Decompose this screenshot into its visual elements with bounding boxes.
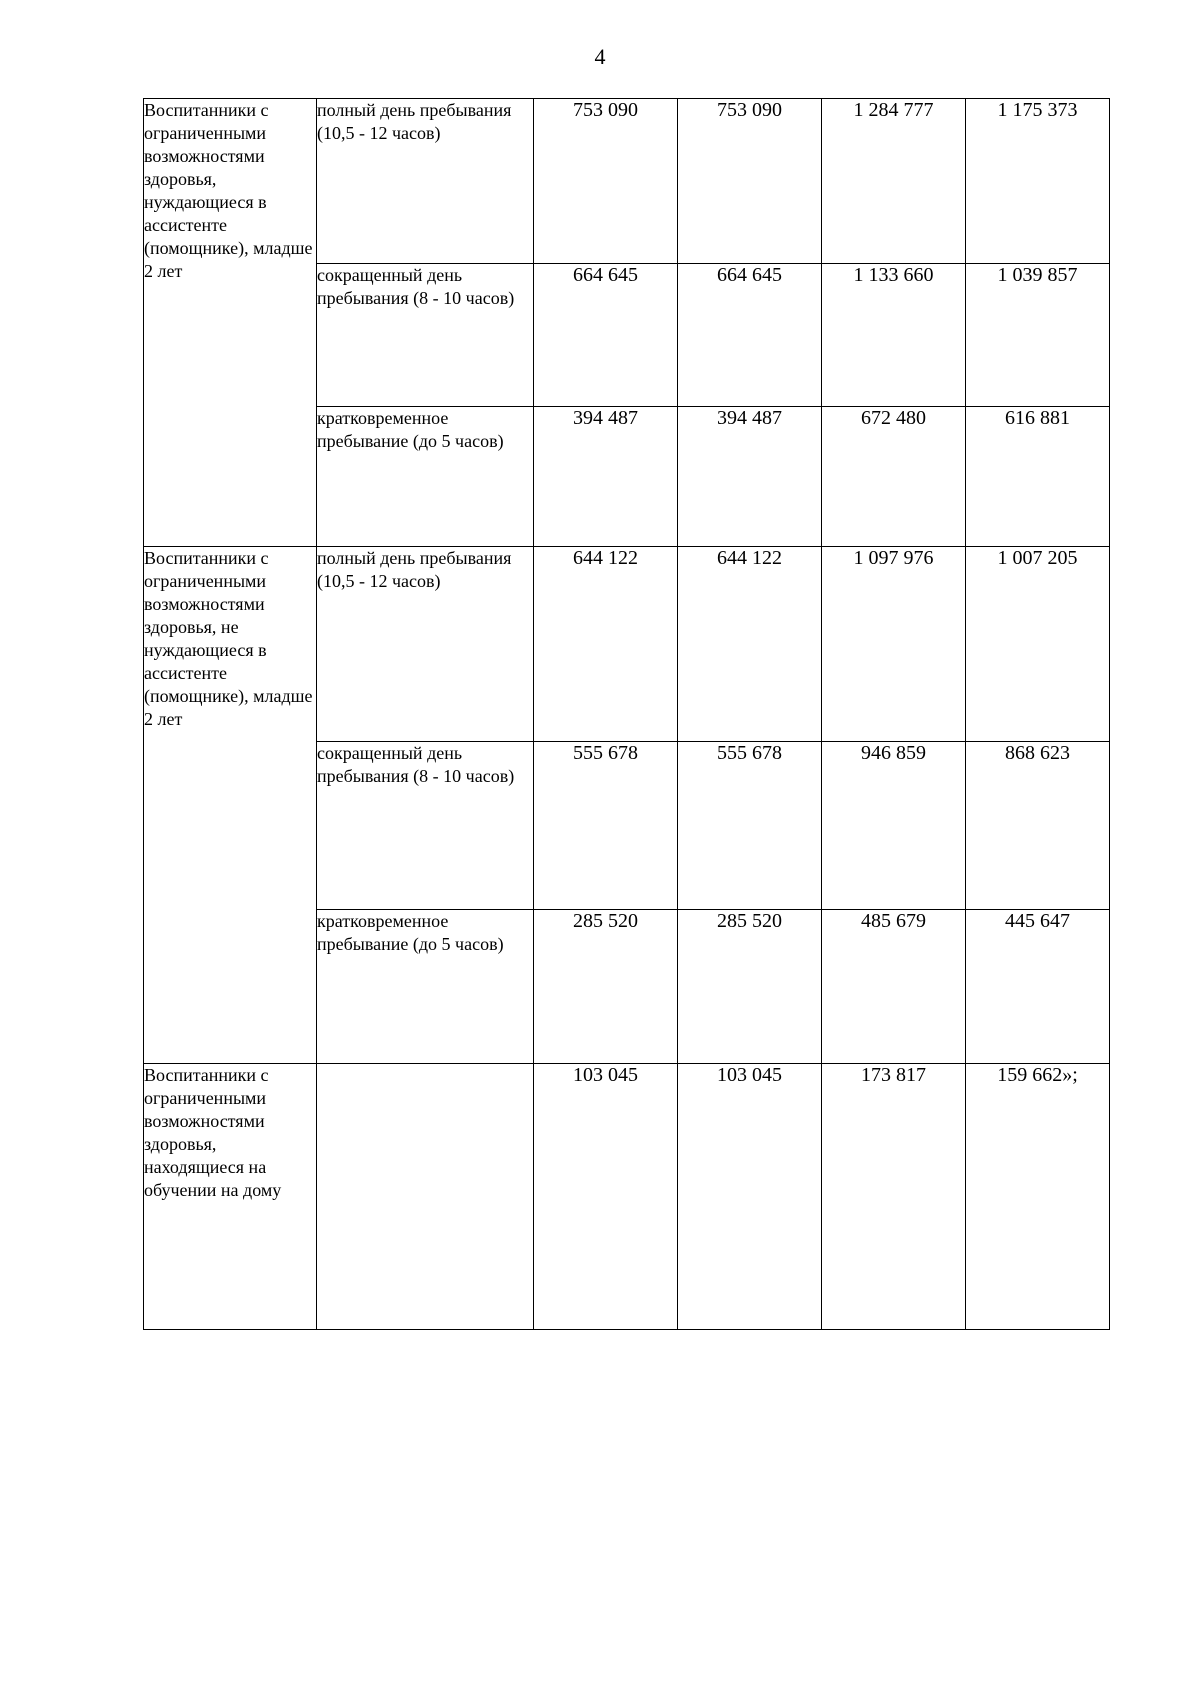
value-cell: 445 647 — [966, 910, 1110, 1064]
value-cell: 173 817 — [822, 1064, 966, 1330]
value-cell: 394 487 — [534, 407, 678, 547]
page-number: 4 — [594, 44, 606, 69]
value-cell: 485 679 — [822, 910, 966, 1064]
table-row — [144, 547, 1110, 742]
value-cell: 1 284 777 — [822, 99, 966, 264]
category-cell: Воспитанники с ограниченными возможностями здоровья, нуждающиеся в ассистенте (помощнике), младше 2 лет — [144, 99, 317, 547]
value-cell: 946 859 — [822, 742, 966, 910]
table-row — [144, 1064, 1110, 1330]
value-cell: 868 623 — [966, 742, 1110, 910]
table-row — [144, 99, 1110, 264]
value-cell: 644 122 — [678, 547, 822, 742]
value-cell: 555 678 — [678, 742, 822, 910]
value-cell: 644 122 — [534, 547, 678, 742]
value-cell: 394 487 — [678, 407, 822, 547]
value-cell: 555 678 — [534, 742, 678, 910]
value-cell: 664 645 — [534, 264, 678, 407]
stay-mode-cell: сокращенный день пребывания (8 - 10 часов) — [317, 742, 534, 910]
category-cell: Воспитанники с ограниченными возможностями здоровья, находящиеся на обучении на дому — [144, 1064, 317, 1330]
stay-mode-cell: кратковременное пребывание (до 5 часов) — [317, 910, 534, 1064]
category-cell: Воспитанники с ограниченными возможностями здоровья, не нуждающиеся в ассистенте (помощнике), младше 2 лет — [144, 547, 317, 1064]
value-cell: 1 175 373 — [966, 99, 1110, 264]
stay-mode-cell: полный день пребывания (10,5 - 12 часов) — [317, 99, 534, 264]
stay-mode-cell: сокращенный день пребывания (8 - 10 часов) — [317, 264, 534, 407]
value-cell: 753 090 — [678, 99, 822, 264]
value-cell: 753 090 — [534, 99, 678, 264]
value-cell: 664 645 — [678, 264, 822, 407]
stay-mode-cell: полный день пребывания (10,5 - 12 часов) — [317, 547, 534, 742]
value-cell: 1 133 660 — [822, 264, 966, 407]
value-cell: 103 045 — [678, 1064, 822, 1330]
value-cell: 1 097 976 — [822, 547, 966, 742]
value-cell: 103 045 — [534, 1064, 678, 1330]
stay-mode-cell — [317, 1064, 534, 1330]
tariff-table — [143, 98, 1110, 1330]
value-cell: 285 520 — [534, 910, 678, 1064]
stay-mode-cell: кратковременное пребывание (до 5 часов) — [317, 407, 534, 547]
value-cell: 672 480 — [822, 407, 966, 547]
value-cell: 285 520 — [678, 910, 822, 1064]
value-cell: 159 662»; — [966, 1064, 1110, 1330]
value-cell: 1 007 205 — [966, 547, 1110, 742]
value-cell: 1 039 857 — [966, 264, 1110, 407]
value-cell: 616 881 — [966, 407, 1110, 547]
